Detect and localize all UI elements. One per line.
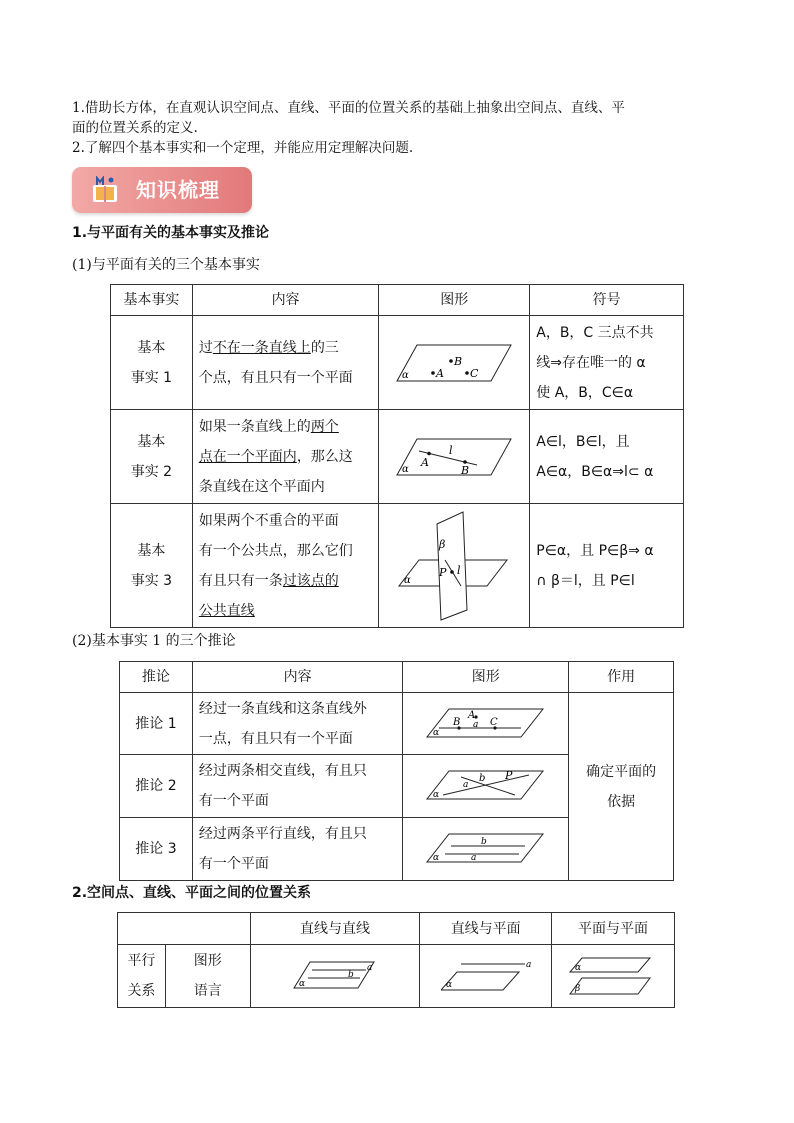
- svg-text:a: a: [472, 719, 479, 730]
- header-plane-plane: 平面与平面: [552, 913, 675, 945]
- svg-text:A: A: [421, 455, 430, 469]
- svg-text:a: a: [470, 853, 477, 863]
- line-and-point-figure: [421, 701, 551, 747]
- svg-text:b: b: [347, 970, 354, 980]
- row-content: 如果一条直线上的两个 点在一个平面内，那么这 条直线在这个平面内: [192, 410, 379, 504]
- row-symbol: A∈l，B∈l，且 A∈α，B∈α⇒l⊂ α: [530, 410, 684, 504]
- parallel-lines-in-plane-figure: [290, 956, 380, 996]
- row-name: 推论 1: [120, 693, 193, 755]
- row-name: 基本 事实 1: [111, 316, 193, 410]
- svg-text:P: P: [504, 769, 513, 782]
- section1-heading: 1.与平面有关的基本事实及推论: [72, 225, 270, 241]
- svg-text:α: α: [432, 853, 439, 863]
- svg-text:a: a: [525, 960, 531, 970]
- header-content: 内容: [192, 285, 379, 316]
- fig-line-plane: [420, 945, 552, 1008]
- header-basic-fact: 基本事实: [111, 285, 193, 316]
- row-figure: [379, 504, 530, 628]
- svg-text:α: α: [298, 979, 306, 989]
- row-figure: [379, 410, 530, 504]
- section1-sub2: (2)基本事实 1 的三个推论: [72, 633, 236, 649]
- parallel-lines-figure: [421, 826, 551, 872]
- position-relations-table: [117, 912, 675, 1008]
- line-in-plane-figure: [389, 427, 519, 487]
- row-content: 经过一条直线和这条直线外 一点，有且只有一个平面: [192, 693, 402, 755]
- row-name: 基本 事实 2: [111, 410, 193, 504]
- svg-text:β: β: [439, 537, 446, 551]
- svg-text:α: α: [575, 963, 582, 973]
- row-name: 推论 3: [120, 818, 193, 881]
- corollaries-table: [119, 661, 674, 881]
- knowledge-banner: [72, 167, 252, 213]
- parallel-planes-figure: [568, 954, 658, 998]
- header-symbol: 符号: [530, 285, 684, 316]
- svg-text:α: α: [402, 463, 410, 475]
- row-content: 如果两个不重合的平面 有一个公共点，那么它们 有且只有一条过该点的 公共直线: [192, 504, 379, 628]
- svg-text:B: B: [454, 354, 463, 368]
- two-planes-intersect-figure: [389, 508, 519, 624]
- table-row: [111, 316, 684, 410]
- header-purpose: 作用: [569, 662, 674, 693]
- objective-line-2: 面的位置关系的定义.: [72, 120, 198, 136]
- row-name: 基本 事实 3: [111, 504, 193, 628]
- row-figure: [403, 693, 569, 755]
- row-label-parallel: 平行 关系: [118, 945, 166, 1008]
- svg-text:C: C: [489, 716, 498, 728]
- svg-text:A: A: [467, 709, 475, 721]
- header-line-line: 直线与直线: [250, 913, 420, 945]
- line-parallel-plane-figure: [441, 956, 531, 996]
- objective-line-1: 1.借助长方体，在直观认识空间点、直线、平面的位置关系的基础上抽象出空间点、直线、平: [72, 100, 625, 116]
- row-symbol: A，B，C 三点不共 线⇒存在唯一的 α 使 A，B，C∈α: [530, 316, 684, 410]
- svg-text:C: C: [470, 366, 479, 380]
- row-symbol: P∈α，且 P∈β⇒ α ∩ β＝l，且 P∈l: [530, 504, 684, 628]
- basic-facts-table: [110, 284, 684, 628]
- svg-text:α: α: [402, 369, 410, 381]
- svg-text:b: b: [480, 837, 487, 847]
- svg-text:α: α: [445, 980, 452, 990]
- header-figure: 图形: [403, 662, 569, 693]
- purpose-cell: 确定平面的 依据: [569, 693, 674, 881]
- header-corollary: 推论: [120, 662, 193, 693]
- svg-text:α: α: [432, 790, 439, 800]
- svg-text:a: a: [462, 780, 469, 790]
- section1-sub1: (1)与平面有关的三个基本事实: [72, 257, 260, 273]
- svg-text:α: α: [404, 574, 412, 586]
- svg-text:A: A: [436, 366, 445, 380]
- svg-text:P: P: [439, 565, 447, 579]
- objective-line-3: 2.了解四个基本事实和一个定理，并能应用定理解决问题.: [72, 140, 414, 156]
- plane-three-points-figure: [389, 333, 519, 393]
- svg-text:β: β: [575, 984, 581, 994]
- table-row: [120, 693, 674, 755]
- row-content: 经过两条平行直线，有且只 有一个平面: [192, 818, 402, 881]
- header-line-plane: 直线与平面: [420, 913, 552, 945]
- header-figure: 图形: [379, 285, 530, 316]
- table-row: [118, 945, 675, 1008]
- svg-text:a: a: [366, 963, 373, 973]
- row-figure: [403, 755, 569, 818]
- intersecting-lines-figure: [421, 763, 551, 809]
- fig-plane-plane: [552, 945, 675, 1008]
- svg-text:B: B: [452, 716, 461, 728]
- row-content: 过不在一条直线上的三 个点，有且只有一个平面: [192, 316, 379, 410]
- row-content: 经过两条相交直线，有且只 有一个平面: [192, 755, 402, 818]
- header-empty: [118, 913, 251, 945]
- svg-text:B: B: [461, 463, 470, 477]
- banner-title: 知识梳理: [136, 178, 220, 202]
- svg-text:l: l: [457, 563, 461, 577]
- book-icon: [90, 176, 120, 204]
- fig-line-line: [250, 945, 420, 1008]
- row-name: 推论 2: [120, 755, 193, 818]
- svg-text:α: α: [432, 727, 439, 738]
- header-content: 内容: [192, 662, 402, 693]
- row-figure: [379, 316, 530, 410]
- row-label-figure-language: 图形 语言: [165, 945, 250, 1008]
- row-figure: [403, 818, 569, 881]
- section2-heading: 2.空间点、直线、平面之间的位置关系: [72, 885, 312, 901]
- table-row: [111, 504, 684, 628]
- table-row: [111, 410, 684, 504]
- svg-text:l: l: [449, 443, 453, 457]
- svg-text:b: b: [478, 773, 486, 784]
